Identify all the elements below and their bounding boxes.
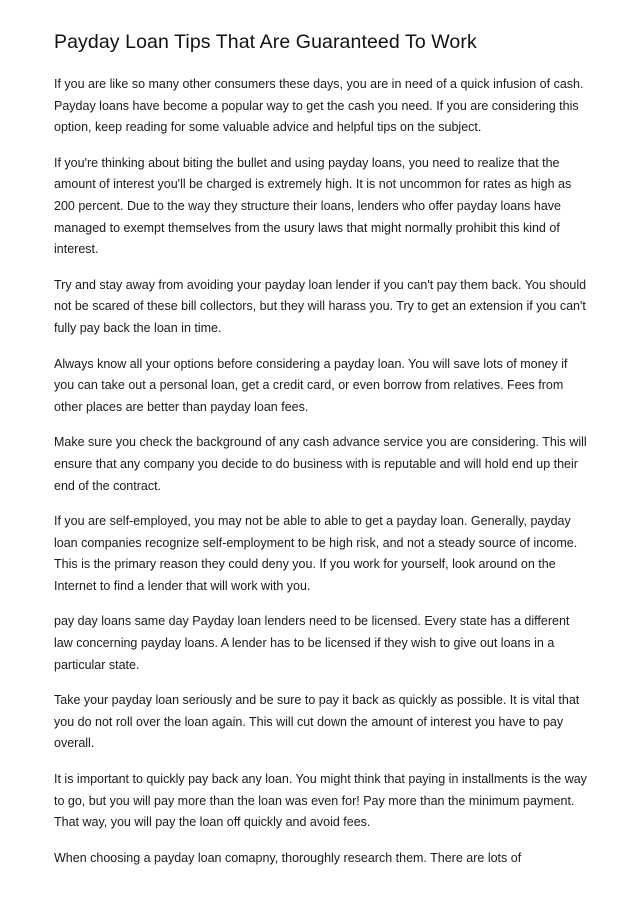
paragraph-licensed: pay day loans same day Payday loan lenders need to be licensed. Every state has a different law concerning payday loans. A lender has to be licensed if they wish to give out loans in a particular state.: [54, 614, 570, 672]
paragraph-lender: Try and stay away from avoiding your payday loan lender if you can't pay them back. You should not be scared of these bill collectors, but they will harass you. Try to get an extension if you can't fully pay back the loan in time.: [54, 277, 587, 335]
paragraph-intro: If you are like so many other consumers these days, you are in need of a quick infusion of cash. Payday loans have become a popular way to get the cash you need. If you are considering this option, keep reading for some valuable advice and helpful tips on the subject.: [54, 77, 584, 135]
paragraph-self-employed: If you are self-employed, you may not be able to able to get a payday loan. Generally, payday loan companies recognize self-employment to be high risk, and not a steady source of income. This is the primary reason they could deny you. If you work for yourself, look around on the Internet to find a lender that will work with you.: [54, 514, 578, 593]
paragraph-seriously: Take your payday loan seriously and be sure to pay it back as quickly as possible. It is vital that you do not roll over the loan again. This will cut down the amount of interest you have to pay overall.: [54, 693, 580, 751]
paragraph-options: Always know all your options before considering a payday loan. You will save lots of money if you can take out a personal loan, get a credit card, or even borrow from relatives. Fees from other places are better than payday loan fees.: [54, 356, 568, 414]
document-title: Payday Loan Tips That Are Guaranteed To Work: [54, 31, 477, 53]
paragraph-research: When choosing a payday loan comapny, thoroughly research them. There are lots of: [54, 850, 522, 865]
document-page: [54, 30, 590, 883]
paragraph-interest: If you're thinking about biting the bullet and using payday loans, you need to realize that the amount of interest you'll be charged is extremely high. It is not uncommon for rates as high as 200 percent. Due to the way they structure their loans, lenders who offer payday loans have managed to exempt themselves from the usury laws that might normally prohibit this kind of interest.: [54, 155, 572, 257]
paragraph-pay-back: It is important to quickly pay back any loan. You might think that paying in installments is the way to go, but you will pay more than the loan was even for! Pay more than the minimum payment. That way, you will pay the loan off quickly and avoid fees.: [54, 772, 587, 830]
paragraph-background: Make sure you check the background of any cash advance service you are considering. This will ensure that any company you decide to do business with is reputable and will hold end up their end of the contract.: [54, 435, 587, 493]
